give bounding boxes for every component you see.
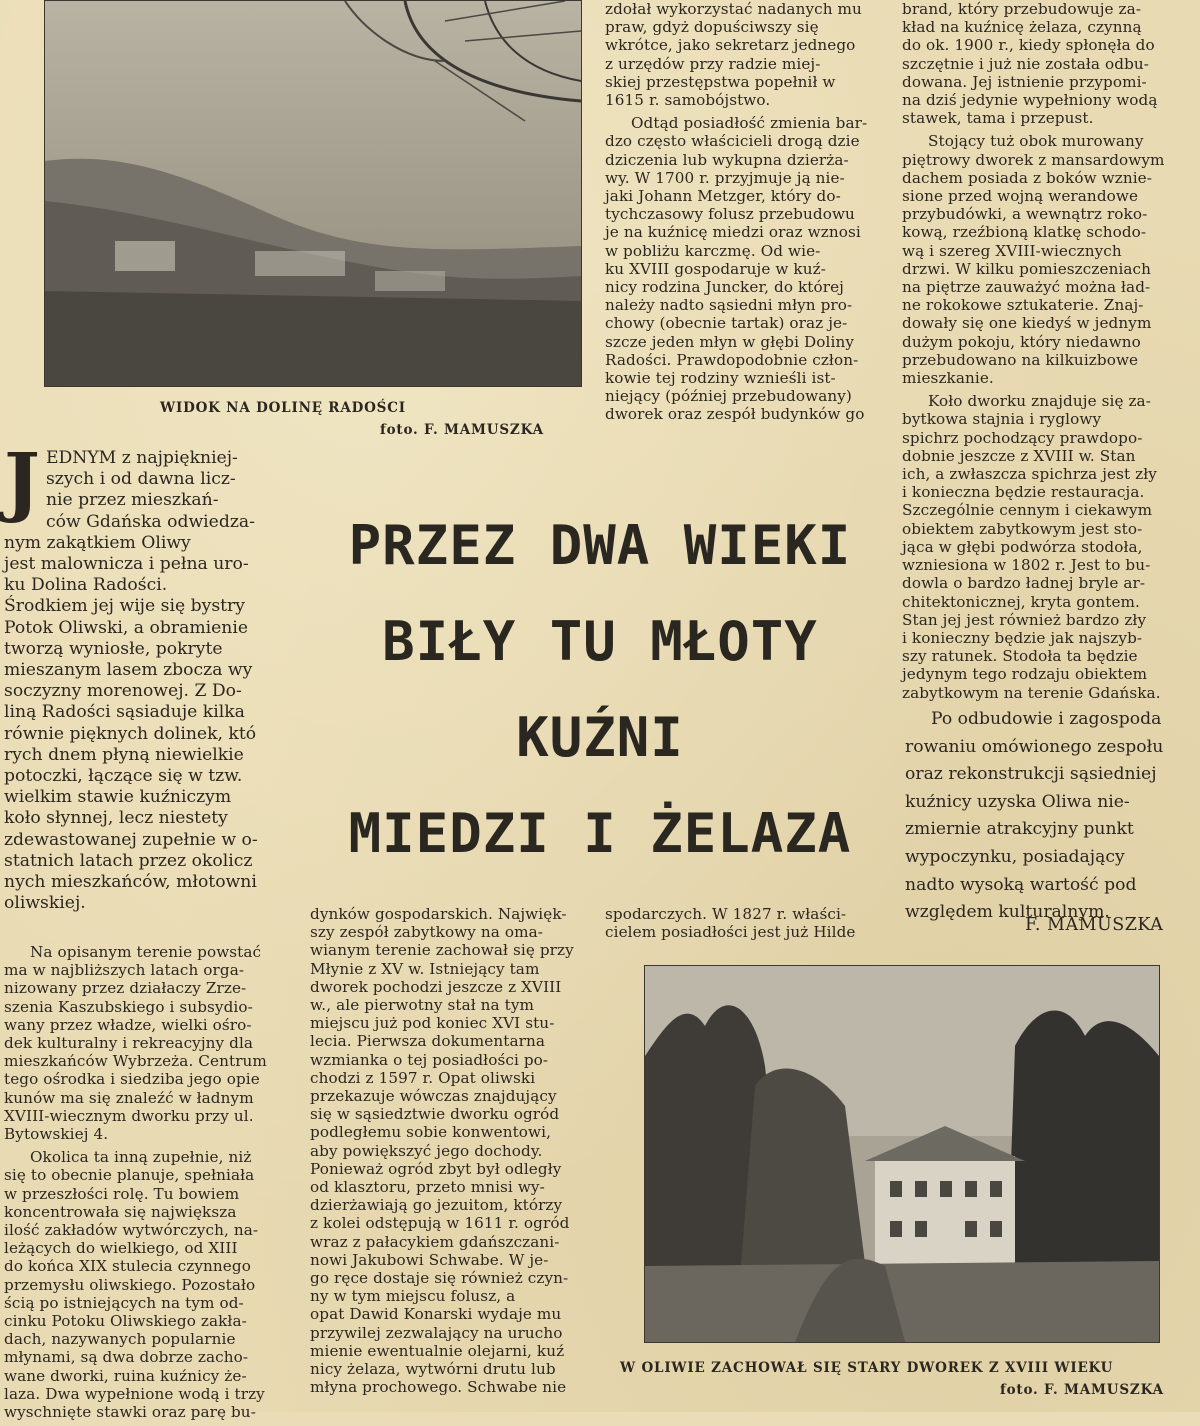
column-4 (902, 0, 1192, 707)
closing-text: Po odbudowie i zagospoda rowaniu omówionego zespołu oraz rekonstrukcji sąsiedniej kuźnicy uzyska Oliwa nie- zmiernie atrakcyjny punkt wypoczynku, posiadający nadto wysoką wartość pod względem kulturalnym. (905, 709, 1164, 923)
col1-paragraph-2: Okolica ta inną zupełnie, niż się to obecnie planuje, spełniała w przeszłości rolę. Tu bowiem koncentrowała się największa ilość zakładów wytwórczych, na- leżących do wielkiego, od XIII do końca XIX stulecia czynnego przemysłu oliwskiego. Pozostało ścią po istniejących na tym od- cinku Potoku Oliwskiego zakła- dach, nazywanych popularnie młynami, są dwa dobrze zacho- wane dworki, ruina kuźnicy że- laza. Dwa wypełnione wodą i trzy wyschnięte stawki oraz parę bu- (4, 1148, 265, 1422)
headline (310, 498, 890, 882)
col3-paragraph-1: zdołał wykorzystać nadanych mu praw, gdyż dopuściwszy się wkrótce, jako sekretarz jednego z urzędów przy radzie miej- skiej przestępstwa popełnił w 1615 r. samobójstwo. (605, 0, 862, 110)
lead-text: EDNYM z najpiękniej- szych i od dawna licz- nie przez mieszkań- ców Gdańska odwiedza- nym zakątkiem Oliwy jest malownicza i pełna uro- ku Dolina Radości. Środkiem jej wije się bystry Potok Oliwski, a obramienie tworzą wyniosłe, pokryte mieszanym lasem zbocza wy soczyzny morenowej. Z Do- liną Radości sąsiaduje kilka równie pięknych dolinek, któ rych dnem płyną niewielkie potoczki, łączące się w tzw. wielkim stawie kuźniczym koło słynnej, lecz niestety zdewastowanej zupełnie w o- statnich latach przez okolicz nych mieszkańców, młotowni oliwskiej. (4, 448, 258, 914)
col2-paragraph-1: dynków gospodarskich. Najwięk- szy zespół zabytkowy na oma- wianym terenie zachował się przy Młynie z XV w. Istniejący tam dworek pochodzi jeszcze z XVIII w., ale pierwotny stał na tym miejscu już pod koniec XVI stu- lecia. Pierwsza dokumentarna wzmianka o tej posiadłości po- chodzi z 1597 r. Opat oliwski przekazuje wówczas znajdujący się w sąsiedztwie dworku ogród podległemu sobie konwentowi, aby powiększyć jego dochody. Ponieważ ogród zbyt był odległy od klasztoru, przeto mnisi wy- dzierżawiają go jezuitom, którzy z kolei odstępują w 1611 r. ogród wraz z pałacykiem gdańszczani- nowi Jakubowi Schwabe. W je- go ręce dostaje się również czyn- ny w tym miejscu folusz, a opat Dawid Konarski wydaje mu przywilej zezwalający na urucho mienie ewentualnie olejarni, kuź nicy żelaza, wytwórni drutu lub młyna prochowego. Schwabe nie (310, 905, 574, 1397)
valley-photo-caption: WIDOK NA DOLINĘ RADOŚCI (160, 400, 406, 416)
col4-paragraph-2: Stojący tuż obok murowany piętrowy dworek z mansardowym dachem posiada z boków wznie- sione przed wojną werandowe przybudówki, a wewnątrz roko- kową, rzeźbioną klatkę schodo- wą i szereg XVIII-wiecznych drzwi. W kilku pomieszczeniach na piętrze zauważyć można ład- ne rokokowe sztukaterie. Znaj- dowały się one kiedyś w jednym dużym pokoju, który niedawno przebudowano na kilkuizbowe mieszkanie. (902, 132, 1165, 388)
drop-cap: J (4, 436, 40, 525)
col4-paragraph-1: brand, który przebudowuje za- kład na kuźnicę żelaza, czynną do ok. 1900 r., kiedy spłonęła do szczętnie i już nie została odbu- dowana. Jej istnienie przypomi- na dziś jedynie wypełniony wodą stawek, tama i przepust. (902, 0, 1158, 128)
headline-line-2: BIŁY TU MŁOTY (382, 610, 818, 673)
column-3-top (605, 0, 892, 429)
column-2 (310, 905, 598, 1401)
headline-line-4: MIEDZI I ŻELAZA (348, 802, 852, 865)
closing-paragraph (905, 706, 1191, 927)
valley-photo-credit: foto. F. MAMUSZKA (380, 422, 544, 438)
col3-paragraph-2: Odtąd posiadłość zmienia bar- dzo często właścicieli drogą dzie dziczenia lub wykupna dzierża- wy. W 1700 r. przyjmuje ją nie- jaki Johann Metzger, który do- tychczasowy folusz przebudowu je na kuźnicę miedzi oraz wznosi w pobliżu karczmę. Od wie- ku XVIII gospodaruje w kuź- nicy rodzina Juncker, do której należy nadto sąsiedni młyn pro- chowy (obecnie tartak) oraz je- szcze jeden młyn w głębi Doliny Radości. Prawdopodobnie człon- kowie tej rodziny wznieśli ist- niejący (później przebudowany) dworek oraz zespół budynków go (605, 114, 868, 424)
manor-photo (644, 965, 1160, 1343)
author-signature: F. MAMUSZKA (1025, 915, 1164, 935)
manor-photo-credit: foto. F. MAMUSZKA (1000, 1382, 1164, 1398)
headline-line-1: PRZEZ DWA WIEKI (348, 514, 852, 577)
valley-photo (44, 0, 582, 387)
column-1 (4, 943, 300, 1426)
column-3-bottom (605, 905, 892, 946)
manor-photo-caption: W OLIWIE ZACHOWAŁ SIĘ STARY DWOREK Z XVIII WIEKU (620, 1360, 1114, 1376)
col1-paragraph-1: Na opisanym terenie powstać ma w najbliższych latach orga- nizowany przez działaczy Zrze- szenia Kaszubskiego i subsydio- wany przez władze, wielki ośro- dek kulturalny i rekreacyjny dla mieszkańców Wybrzeża. Centrum tego ośrodka i siedziba jego opie kunów ma się znaleźć w ładnym XVIII-wiecznym dworku przy ul. Bytowskiej 4. (4, 943, 267, 1144)
headline-line-3: KUŹNI (516, 706, 684, 769)
lead-paragraph (4, 436, 300, 914)
col3-bottom-paragraph-1: spodarczych. W 1827 r. właści- cielem posiadłości jest już Hilde (605, 905, 856, 942)
col4-paragraph-3: Koło dworku znajduje się za- bytkowa stajnia i ryglowy spichrz pochodzący prawdopo- dobnie jeszcze z XVIII w. Stan ich, a zwłaszcza spichrza jest zły i konieczna będzie restauracja. Szczególnie cennym i ciekawym obiektem zabytkowym jest sto- jąca w głębi podwórza stodoła, wzniesiona w 1802 r. Jest to bu- dowla o bardzo ładnej bryle ar- chitektonicznej, kryta gontem. Stan jej jest również bardzo zły i konieczny będzie jak najszyb- szy ratunek. Stodoła ta będzie jedynym tego rodzaju obiektem zabytkowym na terenie Gdańska. (902, 392, 1161, 702)
